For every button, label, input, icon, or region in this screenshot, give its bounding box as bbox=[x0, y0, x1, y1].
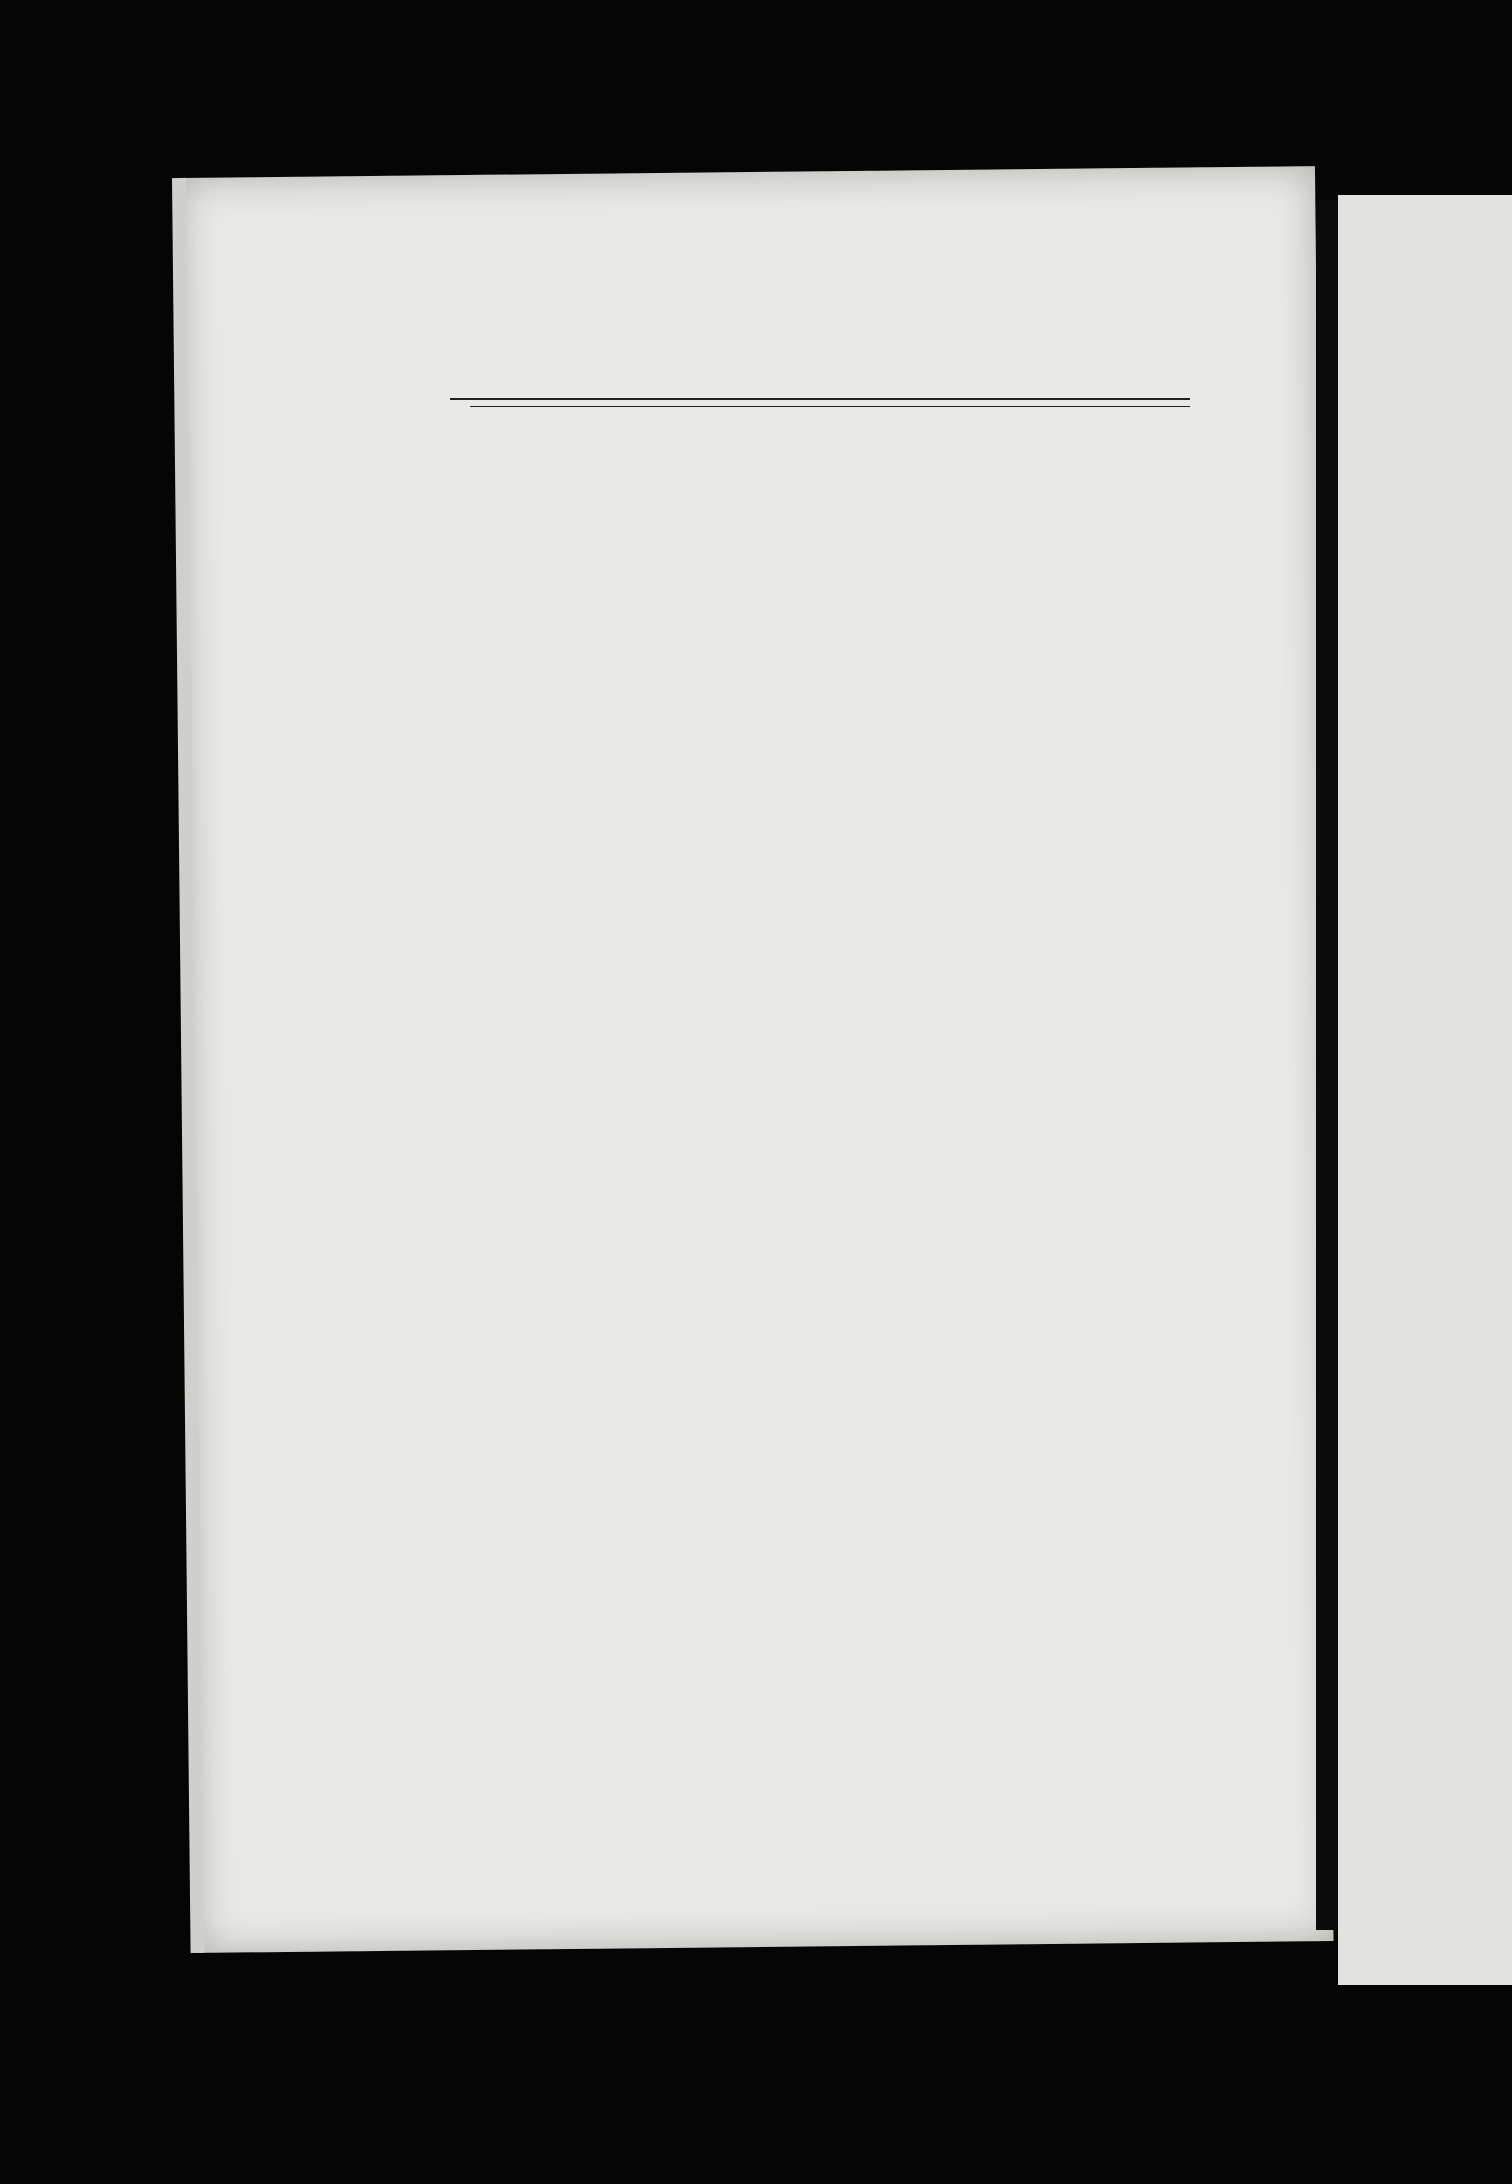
header-rule bbox=[450, 398, 1190, 400]
almanac-page bbox=[180, 166, 1334, 1953]
book-gutter bbox=[1316, 200, 1338, 1930]
page-header bbox=[450, 360, 1250, 390]
page-edge bbox=[172, 178, 205, 1953]
header-rule-2 bbox=[470, 406, 1190, 407]
facing-page bbox=[1338, 195, 1512, 1985]
